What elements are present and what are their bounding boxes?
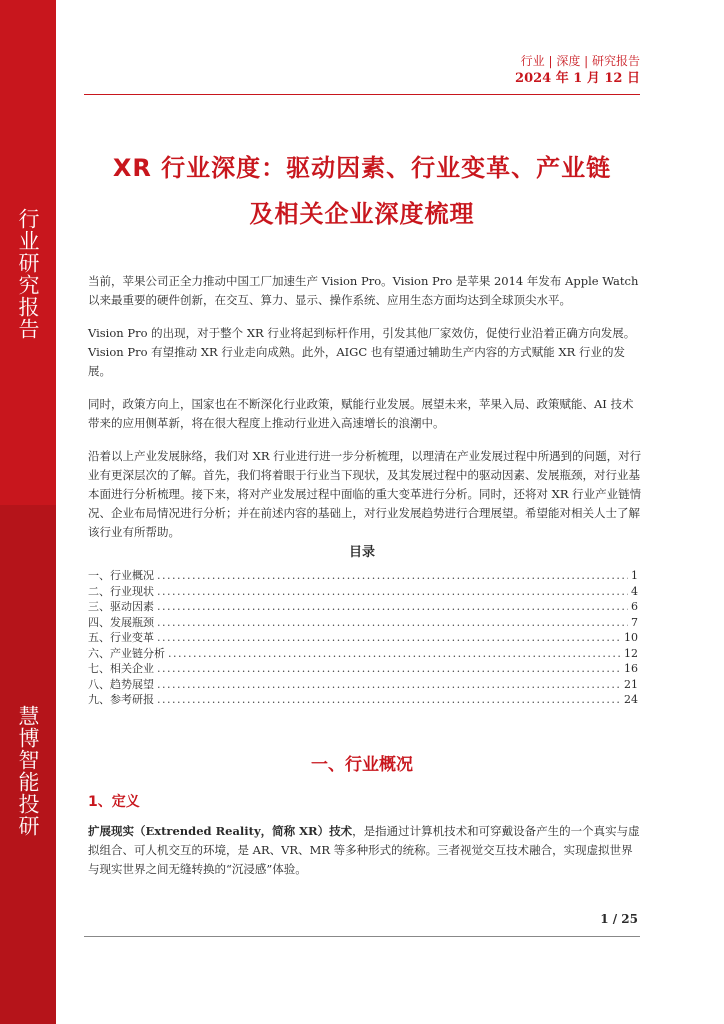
sidebar-top-band <box>0 0 56 505</box>
toc-item-label: 七、相关企业 <box>88 662 154 675</box>
toc-item[interactable] <box>88 692 638 708</box>
toc-item[interactable] <box>88 599 638 615</box>
report-title-line1: XR 行业深度：驱动因素、行业变革、产业链 <box>112 154 612 182</box>
toc-item-label: 九、参考研报 <box>88 693 154 706</box>
definition-term: 扩展现实（Extrended Reality，简称 XR）技术 <box>88 824 353 838</box>
toc-title: 目录 <box>348 545 375 560</box>
toc-item-page: 10 <box>624 631 638 644</box>
definition-paragraph <box>88 822 644 879</box>
section-title: 一、行业概况 <box>311 755 413 775</box>
toc-item-page: 16 <box>624 662 638 675</box>
intro-paragraph: 当前，苹果公司正全力推动中国工厂加速生产 Vision Pro。Vision Pro 是苹果 2014 年发布 Apple Watch 以来最重要的硬件创新，在交互、算力、显示、操作系统、应用生态方面均达到全球顶尖水平。 <box>88 274 639 307</box>
report-header <box>515 52 640 88</box>
header-divider <box>84 94 640 95</box>
toc-item-page: 7 <box>631 615 638 629</box>
definition-text: ，是指通过计算机技术和可穿戴设备产生的一个真实与虚拟组合、可人机交互的环境，是 AR、VR、MR 等多种形式的统称。三者视觉交互技术融合，实现虚拟世界与现实世界之间无缝转换的“沉浸感”体验。 <box>88 824 640 876</box>
toc-item-label: 三、驱动因素 <box>88 600 154 613</box>
toc-item-page: 4 <box>631 584 638 598</box>
toc-item-label: 四、发展瓶颈 <box>88 615 154 629</box>
report-date: 2024 年 1 月 12 日 <box>515 71 640 86</box>
toc-item[interactable] <box>88 615 638 631</box>
page-number: 1 / 25 <box>600 912 638 926</box>
report-title <box>84 145 640 237</box>
sidebar-bottom-label: 慧博智能投研 <box>16 705 40 837</box>
subsection-title: 1、定义 <box>88 794 140 810</box>
sidebar-bottom-band <box>0 505 56 1024</box>
toc-item[interactable] <box>88 646 638 662</box>
toc-item-page: 1 <box>631 569 638 582</box>
toc-item-page: 21 <box>624 677 638 691</box>
sidebar-top-label: 行业研究报告 <box>16 208 40 340</box>
toc-item-page: 24 <box>624 693 638 706</box>
toc-item[interactable] <box>88 568 638 584</box>
intro-body <box>88 272 644 556</box>
intro-paragraph: Vision Pro 的出现，对于整个 XR 行业将起到标杆作用，引发其他厂家效仿，促使行业沿着正确方向发展。Vision Pro 有望推动 XR 行业走向成熟。此外，AIGC 也有望通过辅助生产内容的方式赋能 XR 行业的发展。 <box>88 326 636 378</box>
toc-item-page: 12 <box>624 646 638 660</box>
intro-paragraph: 沿着以上产业发展脉络，我们对 XR 行业进行进一步分析梳理，以理清在产业发展过程中所遇到的问题，对行业有更深层次的了解。首先，我们将着眼于行业当下现状，及其发展过程中的驱动因素、发展瓶颈，对行业基本面进行分析梳理。接下来，将对产业发展过程中面临的重大变革进行分析。同时，还将对 XR 行业产业链情况、企业布局情况进行分析；并在前述内容的基础上，对行业发展趋势进行合理展望。希望能对相关人士了解该行业有所帮助。 <box>88 449 642 539</box>
toc-item-label: 二、行业现状 <box>88 584 154 598</box>
toc-item-label: 五、行业变革 <box>88 631 154 644</box>
toc-item-label: 六、产业链分析 <box>88 646 165 660</box>
table-of-contents <box>88 568 638 708</box>
toc-item[interactable] <box>88 630 638 646</box>
footer-divider <box>84 936 640 937</box>
report-title-line2: 及相关企业深度梳理 <box>249 200 475 228</box>
report-category: 行业 | 深度 | 研究报告 <box>520 54 640 68</box>
toc-item[interactable] <box>88 584 638 600</box>
toc-item-page: 6 <box>631 600 638 613</box>
toc-item-label: 一、行业概况 <box>88 569 154 582</box>
toc-item[interactable] <box>88 661 638 677</box>
intro-paragraph: 同时，政策方向上，国家也在不断深化行业政策，赋能行业发展。展望未来，苹果入局、政策赋能、AI 技术带来的应用侧革新，将在很大程度上推动行业进入高速增长的浪潮中。 <box>88 397 634 430</box>
toc-item[interactable] <box>88 677 638 693</box>
toc-item-label: 八、趋势展望 <box>88 677 154 691</box>
